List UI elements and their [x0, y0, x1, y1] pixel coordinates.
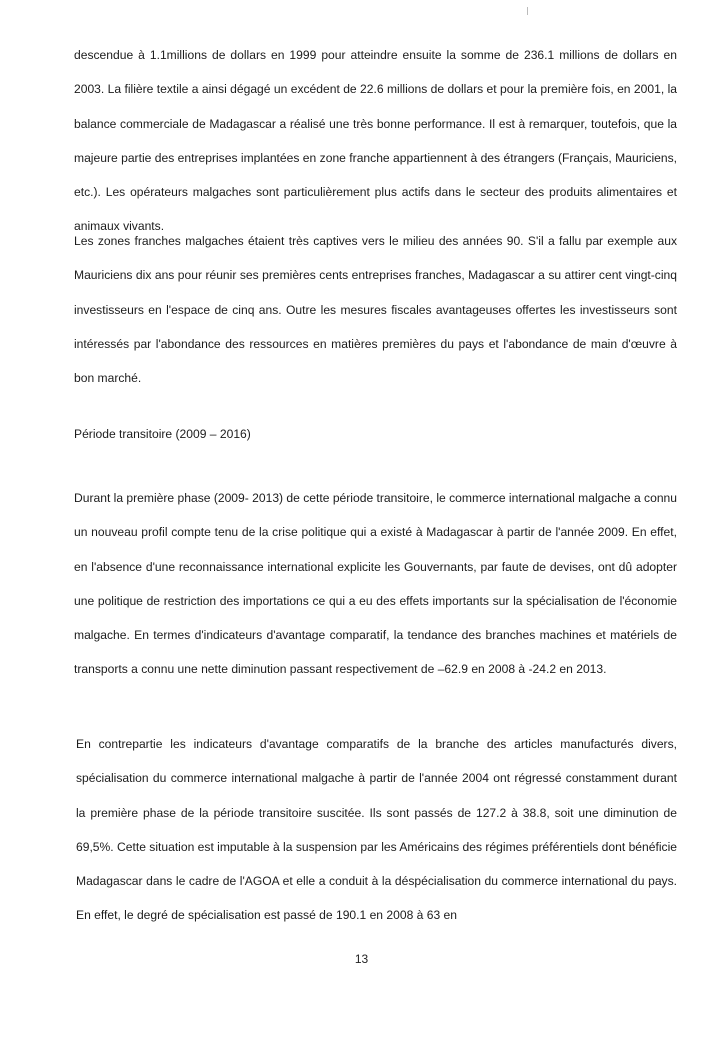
paragraph-textile-exports: descendue à 1.1millions de dollars en 1999 pour atteindre ensuite la somme de 236.1 millions de dollars en 2003. La filière textile a ainsi dégagé un excédent de 22.6 millions de dollars et pour la première fois, en 2001, la balance commerciale de Madagascar a réalisé une très bonne performance. Il est à remarquer, toutefois, que la majeure partie des entreprises implantées en zone franche appartiennent à des étrangers (Français, Mauriciens, etc.). Les opérateurs malgaches sont particulièrement plus actifs dans le secteur des produits alimentaires et animaux vivants. [74, 48, 677, 234]
paragraph-free-zones: Les zones franches malgaches étaient très captives vers le milieu des années 90. S'il a fallu par exemple aux Mauriciens dix ans pour réunir ses premières cents entreprises franches, Madagascar a su attirer cent vingt-cinq investisseurs en l'espace de cinq ans. Outre les mesures fiscales avantageuses offertes les investisseurs sont intéressés par l'abondance des ressources en matières premières du pays et l'abondance de main d'œuvre à bon marché. [74, 234, 677, 386]
section-heading-transitional-period: Période transitoire (2009 – 2016) [74, 427, 251, 441]
scan-artifact [527, 7, 528, 15]
page-number: 13 [354, 952, 369, 966]
paragraph-manufactured-articles: En contrepartie les indicateurs d'avantage comparatifs de la branche des articles manufacturés divers, spécialisation du commerce international malgache à partir de l'année 2004 ont régressé constamment durant la première phase de la période transitoire suscitée. Ils sont passés de 127.2 à 38.8, soit une diminution de 69,5%. Cette situation est imputable à la suspension par les Américains des régimes préférentiels dont bénéficie Madagascar dans le cadre de l'AGOA et elle a conduit à la déspécialisation du commerce international du pays. En effet, le degré de spécialisation est passé de 190.1 en 2008 à 63 en [76, 737, 677, 923]
paragraph-first-phase: Durant la première phase (2009- 2013) de cette période transitoire, le commerce international malgache a connu un nouveau profil compte tenu de la crise politique qui a existé à Madagascar à partir de l'année 2009. En effet, en l'absence d'une reconnaissance international explicite les Gouvernants, par faute de devises, ont dû adopter une politique de restriction des importations ce qui a eu des effets importants sur la spécialisation de l'économie malgache. En termes d'indicateurs d'avantage comparatif, la tendance des branches machines et matériels de transports a connu une nette diminution passant respectivement de –62.9 en 2008 à -24.2 en 2013. [74, 491, 678, 677]
